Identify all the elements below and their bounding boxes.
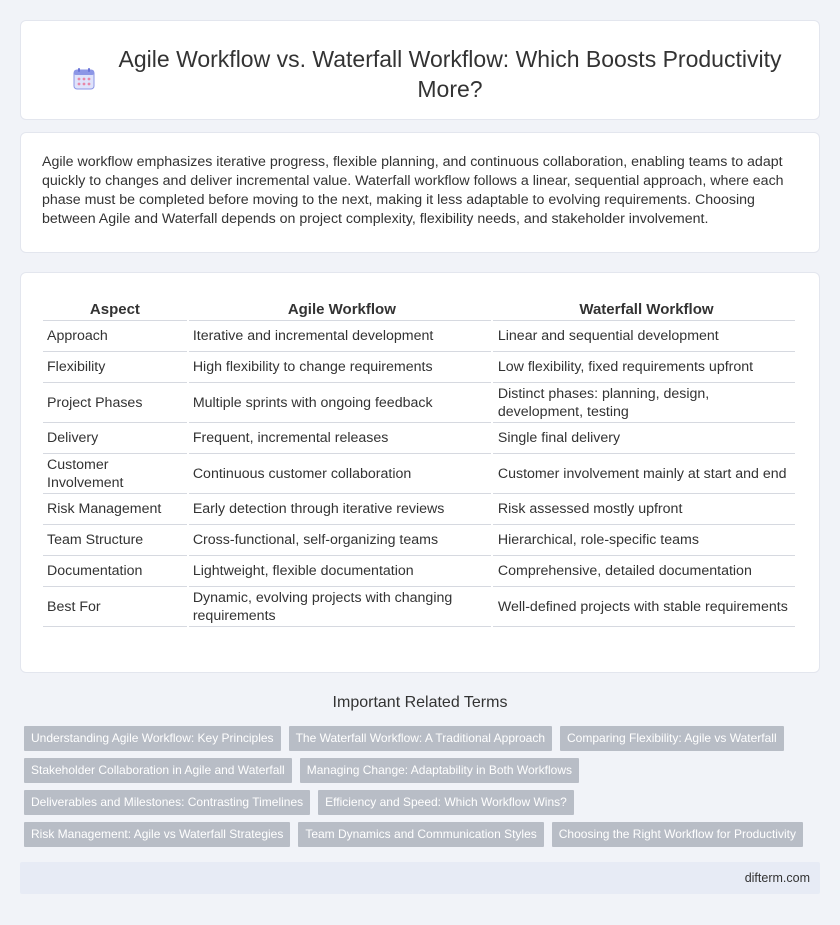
related-term-link[interactable]: Risk Management: Agile vs Waterfall Strategies bbox=[24, 822, 290, 847]
footer-site-name[interactable]: difterm.com bbox=[744, 871, 810, 885]
tag-row bbox=[24, 822, 824, 847]
related-term-link[interactable]: The Waterfall Workflow: A Traditional Approach bbox=[289, 726, 552, 751]
related-term-link[interactable]: Managing Change: Adaptability in Both Workflows bbox=[300, 758, 579, 783]
column-header-waterfall: Waterfall Workflow bbox=[493, 295, 795, 321]
agile-cell: Cross-functional, self-organizing teams bbox=[189, 525, 491, 556]
waterfall-cell: Comprehensive, detailed documentation bbox=[493, 556, 795, 587]
table-row bbox=[43, 423, 795, 454]
related-term-link[interactable]: Deliverables and Milestones: Contrasting Timelines bbox=[24, 790, 310, 815]
related-terms-title: Important Related Terms bbox=[332, 694, 508, 711]
aspect-cell: Risk Management bbox=[43, 494, 187, 525]
tag-row bbox=[24, 726, 824, 751]
waterfall-cell: Well-defined projects with stable requirements bbox=[493, 587, 795, 627]
related-terms-tags bbox=[24, 726, 824, 854]
footer bbox=[20, 862, 820, 894]
table-row bbox=[43, 556, 795, 587]
table-row bbox=[43, 321, 795, 352]
agile-cell: Early detection through iterative reviews bbox=[189, 494, 491, 525]
tag-row bbox=[24, 758, 824, 783]
aspect-cell: Best For bbox=[43, 587, 187, 627]
agile-cell: Frequent, incremental releases bbox=[189, 423, 491, 454]
table-row bbox=[43, 383, 795, 423]
column-header-agile: Agile Workflow bbox=[189, 295, 491, 321]
waterfall-cell: Risk assessed mostly upfront bbox=[493, 494, 795, 525]
tag-row bbox=[24, 790, 824, 815]
table-row bbox=[43, 587, 795, 627]
waterfall-cell: Hierarchical, role-specific teams bbox=[493, 525, 795, 556]
aspect-cell: Documentation bbox=[43, 556, 187, 587]
aspect-cell: Flexibility bbox=[43, 352, 187, 383]
aspect-cell: Project Phases bbox=[43, 383, 187, 423]
table-row bbox=[43, 525, 795, 556]
related-term-link[interactable]: Efficiency and Speed: Which Workflow Wins? bbox=[318, 790, 574, 815]
waterfall-cell: Distinct phases: planning, design, development, testing bbox=[493, 383, 795, 423]
page-title: Agile Workflow vs. Waterfall Workflow: Which Boosts Productivity More? bbox=[118, 46, 782, 102]
agile-cell: Continuous customer collaboration bbox=[189, 454, 491, 494]
table-row bbox=[43, 454, 795, 494]
column-header-aspect: Aspect bbox=[43, 295, 187, 321]
agile-cell: Dynamic, evolving projects with changing requirements bbox=[189, 587, 491, 627]
table-header-row bbox=[43, 295, 795, 321]
related-term-link[interactable]: Comparing Flexibility: Agile vs Waterfall bbox=[560, 726, 784, 751]
comparison-table-card bbox=[20, 272, 820, 673]
table-row bbox=[43, 352, 795, 383]
intro-paragraph: Agile workflow emphasizes iterative progress, flexible planning, and continuous collaboration, enabling teams to adapt quickly to changes and deliver incremental value. Waterfall workflow follows a linear, sequential approach, where each phase must be completed before moving to the next, making it less adaptable to evolving requirements. Choosing between Agile and Waterfall depends on project complexity, flexibility needs, and stakeholder involvement. bbox=[42, 154, 784, 227]
waterfall-cell: Linear and sequential development bbox=[493, 321, 795, 352]
related-term-link[interactable]: Understanding Agile Workflow: Key Principles bbox=[24, 726, 281, 751]
agile-cell: Iterative and incremental development bbox=[189, 321, 491, 352]
comparison-table bbox=[41, 295, 797, 627]
agile-cell: Lightweight, flexible documentation bbox=[189, 556, 491, 587]
related-term-link[interactable]: Team Dynamics and Communication Styles bbox=[298, 822, 543, 847]
agile-cell: High flexibility to change requirements bbox=[189, 352, 491, 383]
waterfall-cell: Single final delivery bbox=[493, 423, 795, 454]
waterfall-cell: Low flexibility, fixed requirements upfront bbox=[493, 352, 795, 383]
intro-card bbox=[20, 132, 820, 253]
agile-cell: Multiple sprints with ongoing feedback bbox=[189, 383, 491, 423]
aspect-cell: Team Structure bbox=[43, 525, 187, 556]
waterfall-cell: Customer involvement mainly at start and end bbox=[493, 454, 795, 494]
aspect-cell: Customer Involvement bbox=[43, 454, 187, 494]
related-term-link[interactable]: Choosing the Right Workflow for Productivity bbox=[552, 822, 803, 847]
table-row bbox=[43, 494, 795, 525]
aspect-cell: Approach bbox=[43, 321, 187, 352]
aspect-cell: Delivery bbox=[43, 423, 187, 454]
related-term-link[interactable]: Stakeholder Collaboration in Agile and Waterfall bbox=[24, 758, 292, 783]
